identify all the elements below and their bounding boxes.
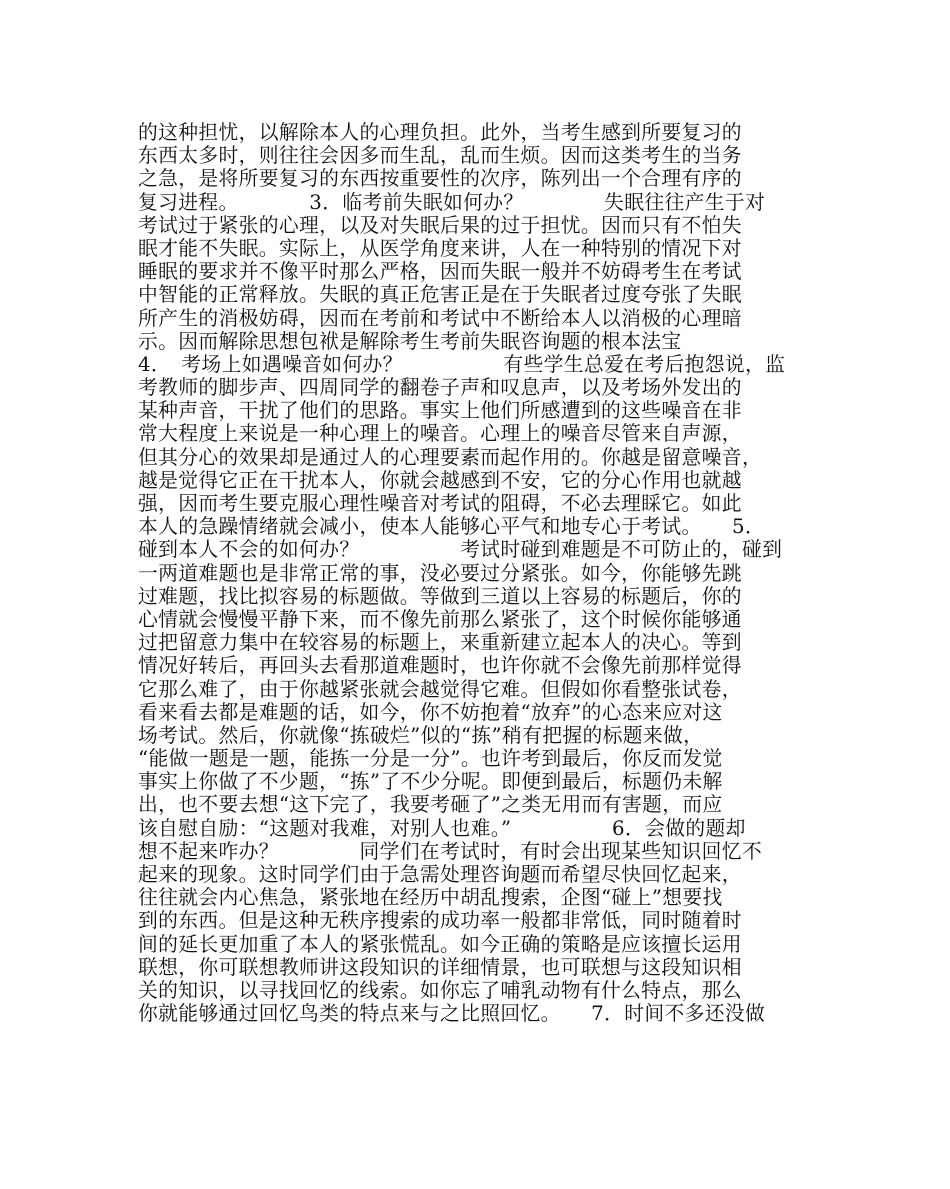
text-line: 的这种担忧，以解除本人的心理负担。此外，当考生感到所要复习的 (138, 121, 742, 144)
text-line: 之急，是将所要复习的东西按重要性的次序，陈列出一个合理有序的 (138, 167, 742, 191)
text-line: 示。因而解除思想包袱是解除考生考前失眠咨询题的根本法宝 (138, 329, 682, 353)
text-line: 4． 考场上如遇噪音如何办？ 有些学生总爱在考后抱怨说，监 (138, 352, 786, 376)
text-line: 关的知识，以寻找回忆的线索。如你忘了哺乳动物有什么特点，那么 (138, 978, 742, 1002)
text-line: 事实上你做了不少题，“拣”了不少分呢。即便到最后，标题仍未解 (138, 770, 723, 794)
text-line: 复习进程。 3．临考前失眠如何办？ 失眠往往产生于对 (138, 190, 766, 214)
text-line: 到的东西。但是这种无秩序搜索的成功率一般都非常低，同时随着时 (138, 909, 742, 933)
text-line: 场考试。然后，你就像“拣破烂”似的“拣”稍有把握的标题来做， (138, 723, 704, 747)
text-line: 但其分心的效果却是通过人的心理要素而起作用的。你越是留意噪音， (138, 445, 763, 469)
text-line: 它那么难了，由于你越紧张就会越觉得它难。但假如你看整张试卷， (138, 677, 742, 701)
text-line: 心情就会慢慢平静下来，而不像先前那么紧张了，这个时候你能够通 (138, 607, 742, 631)
text-line: 睡眠的要求并不像平时那么严格，因而失眠一般并不妨碍考生在考试 (138, 260, 742, 284)
text-line: 某种声音，干扰了他们的思路。事实上他们所感遭到的这些噪音在非 (138, 399, 742, 423)
text-line: 本人的急躁情绪就会减小，使本人能够心平气和地专心于考试。 5． (138, 515, 766, 539)
text-line: 过难题，找比拟容易的标题做。等做到三道以上容易的标题后，你的 (138, 584, 742, 608)
text-line: 强，因而考生要克服心理性噪音对考试的阻碍，不必去理睬它。如此 (138, 492, 742, 515)
text-line: 考试过于紧张的心理，以及对失眠后果的过于担忧。因而只有不怕失 (138, 213, 742, 237)
text-line: 出，也不要去想“这下完了，我要考砸了”之类无用而有害题，而应 (138, 793, 723, 817)
text-line: 东西太多时，则往往会因多而生乱，乱而生烦。因而这类考生的当务 (138, 144, 742, 168)
text-line: 你就能够通过回忆鸟类的特点来与之比照回忆。 7．时间不多还没做 (138, 1002, 766, 1026)
text-line: 间的延长更加重了本人的紧张慌乱。如今正确的策略是应该擅长运用 (138, 932, 742, 956)
text-line: 该自慰自励：“这题对我难，对别人也难。” 6．会做的题却 (138, 816, 746, 840)
text-line: 看来看去都是难题的话，如今，你不妨抱着“放弃”的心态来应对这 (138, 700, 723, 724)
text-line: 中智能的正常释放。失眠的真正危害正是在于失眠者过度夸张了失眠 (138, 283, 742, 307)
text-line: 越是觉得它正在干扰本人，你就会越感到不安，它的分心作用也就越 (138, 468, 742, 492)
body-text (138, 121, 818, 1025)
text-line: 联想，你可联想教师讲这段知识的详细情景，也可联想与这段知识相 (138, 955, 742, 979)
text-line: 情况好转后，再回头去看那道难题时，也许你就不会像先前那样觉得 (138, 654, 742, 678)
text-line: 想不起来咋办？ 同学们在考试时，有时会出现某些知识回忆不 (138, 839, 763, 863)
text-line: 起来的现象。这时同学们由于急需处理咨询题而希望尽快回忆起来， (138, 863, 742, 886)
text-line: 常大程度上来说是一种心理上的噪音。心理上的噪音尽管来自声源， (138, 422, 742, 446)
text-line: 一两道难题也是非常正常的事，没必要过分紧张。如今，你能够先跳 (138, 561, 742, 585)
text-line: 所产生的消极妨碍，因而在考前和考试中不断给本人以消极的心理暗 (138, 306, 742, 330)
text-line: 眠才能不失眠。实际上，从医学角度来讲，人在一种特别的情况下对 (138, 236, 742, 260)
text-line: “能做一题是一题，能拣一分是一分”。也许考到最后，你反而发觉 (138, 747, 723, 771)
text-line: 碰到本人不会的如何办？ 考试时碰到难题是不可防止的，碰到 (138, 538, 783, 562)
text-line: 过把留意力集中在较容易的标题上，来重新建立起本人的决心。等到 (138, 631, 742, 655)
text-line: 考教师的脚步声、四周同学的翻卷子声和叹息声，以及考场外发出的 (138, 376, 742, 400)
text-line: 往往就会内心焦急，紧张地在经历中胡乱搜索，企图“碰上”想要找 (138, 886, 723, 910)
